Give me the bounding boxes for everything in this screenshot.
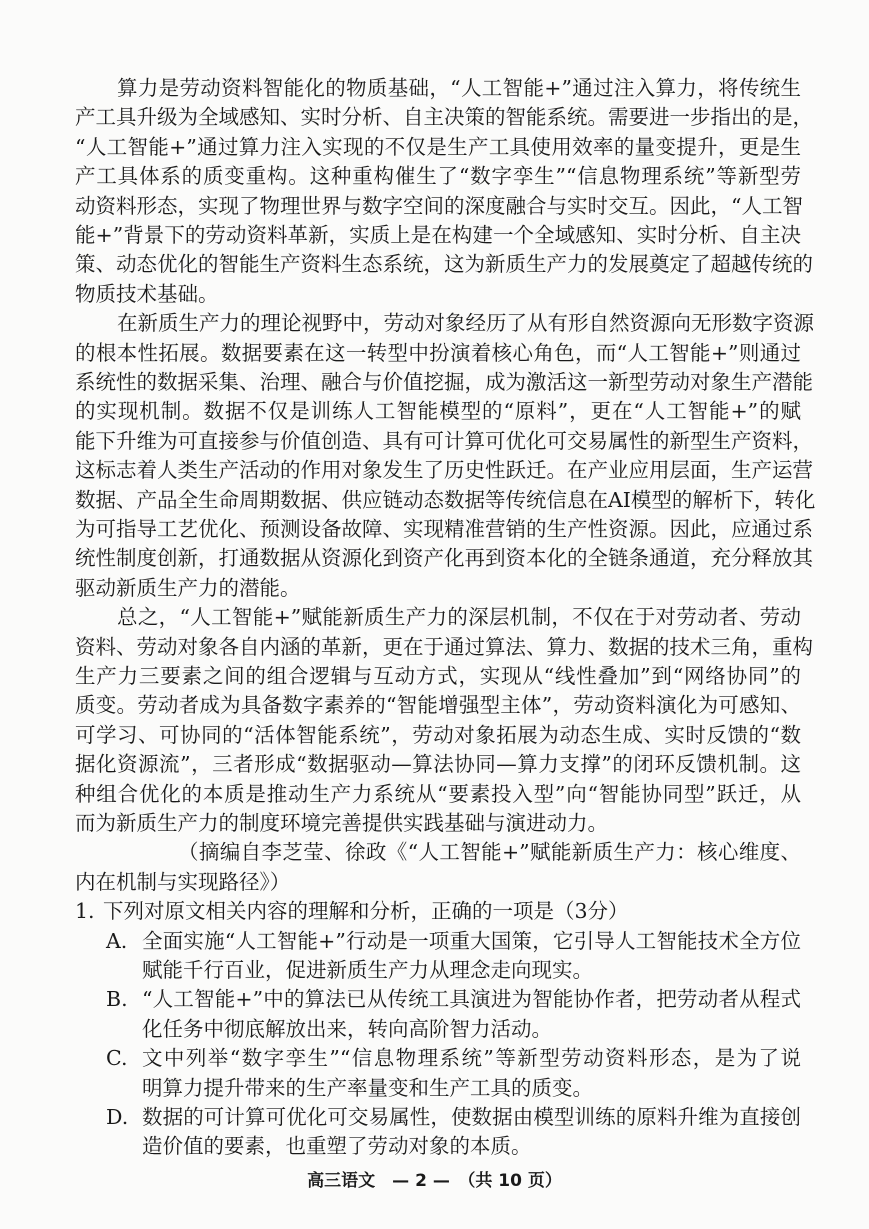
passage-line: 物质技术基础。 — [75, 281, 219, 306]
option-text: 全面实施“人工智能+”行动是一项重大国策，它引导人工智能技术全方位 — [142, 928, 801, 953]
passage-line: “人工智能+”通过算力注入实现的不仅是生产工具使用效率的量变提升，更是生 — [75, 134, 801, 159]
option-letter: D. — [106, 1105, 129, 1129]
passage-line: 动资料形态，实现了物理世界与数字空间的深度融合与实时交互。因此，“人工智 — [75, 193, 803, 218]
passage-line: 驱动新质生产力的潜能。 — [75, 575, 301, 600]
passage-line: 能下升维为可直接参与价值创造、具有可计算可优化可交易属性的新型生产资料， — [75, 428, 813, 453]
passage-line: 种组合优化的本质是推动生产力系统从“要素投入型”向“智能协同型”跃迁，从 — [75, 781, 801, 806]
option-text: 数据的可计算可优化可交易属性，使数据由模型训练的原料升维为直接创 — [142, 1105, 801, 1129]
passage-line: 系统性的数据采集、治理、融合与价值挖掘，成为激活这一新型劳动对象生产潜能 — [75, 370, 813, 394]
option-text: “人工智能+”中的算法已从传统工具演进为智能协作者，把劳动者从程式 — [142, 987, 801, 1012]
citation-line: （摘编自李芝莹、徐政《“人工智能+”赋能新质生产力：核心维度、 — [178, 840, 801, 865]
passage-line: 资料、劳动对象各自内涵的革新，更在于通过算法、算力、数据的技术三角，重构 — [75, 634, 813, 659]
passage-line: 在新质生产力的理论视野中，劳动对象经历了从有形自然资源向无形数字资源 — [117, 311, 814, 336]
option-letter: B. — [106, 987, 128, 1012]
passage-line: 产工具升级为全域感知、实时分析、自主决策的智能系统。需要进一步指出的是， — [75, 105, 813, 130]
question-stem: 下列对原文相关内容的理解和分析，正确的一项是（3分） — [103, 899, 629, 924]
passage-line: 而为新质生产力的制度环境完善提供实践基础与演进动力。 — [75, 811, 608, 835]
citation-line: 内在机制与实现路径》） — [75, 869, 291, 894]
option-text: 明算力提升带来的生产率量变和生产工具的质变。 — [142, 1075, 593, 1100]
passage-line: 产工具体系的质变重构。这种重构催生了“数字孪生”“信息物理系统”等新型劳 — [75, 164, 801, 189]
option-text: 文中列举“数字孪生”“信息物理系统”等新型劳动资料形态，是为了说 — [142, 1046, 801, 1071]
passage-line: 为可指导工艺优化、预测设备故障、实现精准营销的生产性资源。因此，应通过系 — [75, 517, 813, 541]
passage-line: 数据、产品全生命周期数据、供应链动态数据等传统信息在AI模型的解析下，转化 — [75, 487, 816, 512]
option-text: 赋能千行百业，促进新质生产力从理念走向现实。 — [142, 958, 593, 982]
page-footer: 高三语文 — 2 — （共 10 页） — [307, 1171, 562, 1191]
option-letter: A. — [106, 928, 128, 953]
option-text: 化任务中彻底解放出来，转向高阶智力活动。 — [142, 1016, 552, 1041]
passage-line: 的根本性拓展。数据要素在这一转型中扮演着核心角色，而“人工智能+”则通过 — [75, 340, 801, 365]
question-number: 1. — [75, 899, 95, 924]
passage-line: 质变。劳动者成为具备数字素养的“智能增强型主体”，劳动资料演化为可感知、 — [75, 693, 801, 718]
passage-line: 可学习、可协同的“活体智能系统”，劳动对象拓展为动态生成、实时反馈的“数 — [75, 722, 801, 747]
option-letter: C. — [106, 1046, 128, 1071]
passage-line: 策、动态优化的智能生产资料生态系统，这为新质生产力的发展奠定了超越传统的 — [75, 252, 813, 277]
option-text: 造价值的要素，也重塑了劳动对象的本质。 — [142, 1134, 532, 1159]
passage-line: 生产力三要素之间的组合逻辑与互动方式，实现从“线性叠加”到“网络协同”的 — [75, 664, 801, 688]
passage-line: 据化资源流”，三者形成“数据驱动—算法协同—算力支撑”的闭环反馈机制。这 — [75, 752, 801, 777]
passage-line: 能+”背景下的劳动资料革新，实质上是在构建一个全域感知、实时分析、自主决 — [75, 223, 801, 247]
passage-line: 这标志着人类生产活动的作用对象发生了历史性跃迁。在产业应用层面，生产运营 — [75, 458, 813, 483]
passage-line: 的实现机制。数据不仅是训练人工智能模型的“原料”，更在“人工智能+”的赋 — [75, 399, 801, 424]
passage-line: 总之，“人工智能+”赋能新质生产力的深层机制，不仅在于对劳动者、劳动 — [117, 605, 801, 630]
passage-line: 算力是劳动资料智能化的物质基础，“人工智能+”通过注入算力，将传统生 — [117, 76, 801, 100]
passage-line: 统性制度创新，打通数据从资源化到资产化再到资本化的全链条通道，充分释放其 — [75, 546, 813, 571]
